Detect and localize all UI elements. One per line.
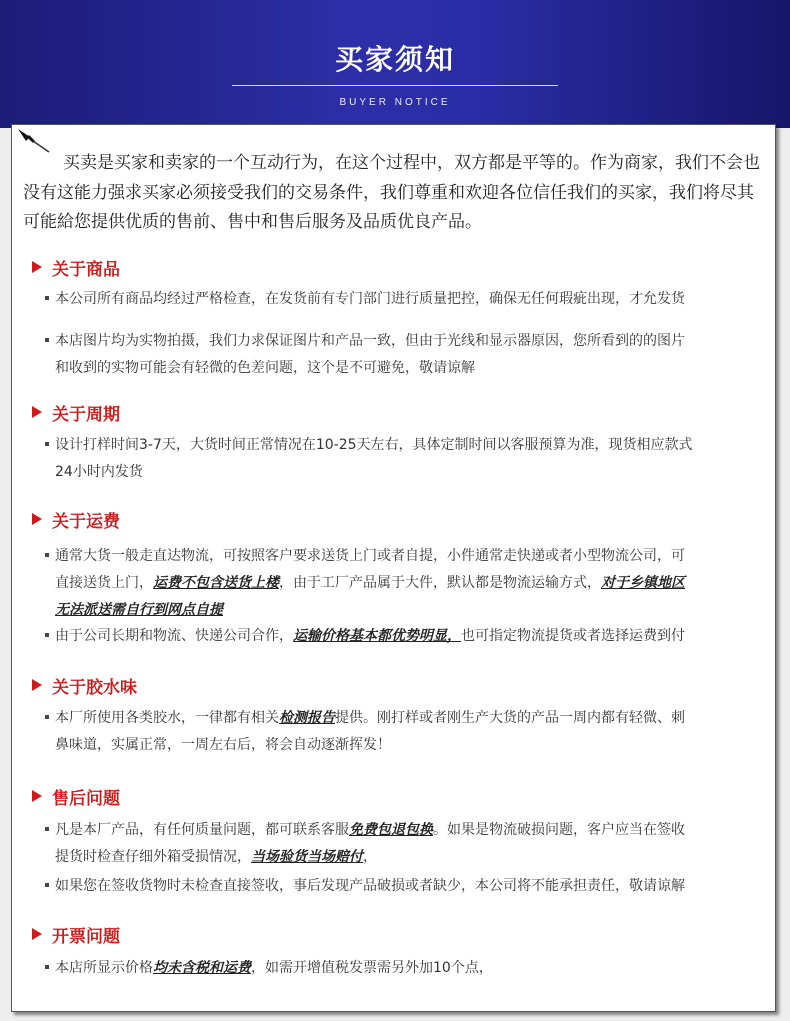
bullet-icon <box>45 338 49 342</box>
highlight-text: 当场验货当场赔付 <box>251 849 363 865</box>
section-aftersales-heading: 售后问题 <box>32 784 120 808</box>
highlight-text: 均未含税和运费 <box>153 960 251 976</box>
section-period-heading: 关于周期 <box>32 400 120 424</box>
highlight-text: 运费不包含送货上楼 <box>153 575 279 591</box>
arrow-icon <box>32 679 42 691</box>
arrow-icon <box>32 790 42 802</box>
highlight-text: 检测报告 <box>279 710 335 726</box>
header-banner <box>0 0 790 128</box>
highlight-text: 无法派送需自行到网点自提 <box>55 602 223 618</box>
shipping-item-2: 由于公司长期和物流、快递公司合作，运输价格基本都优势明显，也可指定物流提货或者选择运费到付 <box>45 623 765 650</box>
bullet-icon <box>45 827 49 831</box>
shipping-item-1: 通常大货一般走直达物流，可按照客户要求送货上门或者自提，小件通常走快递或者小型物流公司，可 直接送货上门，运费不包含送货上楼，由于工厂产品属于大件，默认都是物流运输方式，对于乡镇地区 无法派送需自行到网点自提 <box>45 543 765 624</box>
intro-paragraph: 买卖是买家和卖家的一个互动行为，在这个过程中，双方都是平等的。作为商家，我们不会也没有这能力强求买家必须接受我们的交易条件，我们尊重和欢迎各位信任我们的买家，我们将尽其可能給您提供优质的售前、售中和售后服务及品质优良产品。 <box>23 153 760 232</box>
title-divider <box>232 85 558 86</box>
glue-item-1: 本厂所使用各类胶水，一律都有相关检测报告提供。刚打样或者刚生产大货的产品一周内都有轻微、刺 鼻味道，实属正常，一周左右后，将会自动逐渐挥发！ <box>45 705 765 759</box>
goods-item-1: 本公司所有商品均经过严格检查，在发货前有专门部门进行质量把控，确保无任何瑕疵出现，才允发货 <box>45 286 765 313</box>
bullet-icon <box>45 715 49 719</box>
highlight-text: 运输价格基本都优势明显， <box>293 628 461 644</box>
bullet-icon <box>45 965 49 969</box>
bullet-icon <box>45 296 49 300</box>
bullet-icon <box>45 553 49 557</box>
bullet-icon <box>45 633 49 637</box>
invoice-item-1: 本店所显示价格均未含税和运费，如需开增值税发票需另外加10个点， <box>45 955 765 982</box>
arrow-icon <box>32 406 42 418</box>
bullet-icon <box>45 442 49 446</box>
goods-item-2: 本店图片均为实物拍摄，我们力求保证图片和产品一致，但由于光线和显示器原因，您所看到的的图片 和收到的实物可能会有轻微的色差问题，这个是不可避免，敬请谅解 <box>45 328 765 382</box>
aftersales-item-2: 如果您在签收货物时未检查直接签收，事后发现产品破损或者缺少，本公司将不能承担责任，敬请谅解 <box>45 873 765 900</box>
notice-card <box>11 124 776 1012</box>
aftersales-item-1: 凡是本厂产品，有任何质量问题，都可联系客服免费包退包换。如果是物流破损问题，客户应当在签收 提货时检查仔细外箱受损情况，当场验货当场赔付， <box>45 817 765 871</box>
arrow-icon <box>32 513 42 525</box>
section-goods-heading: 关于商品 <box>32 255 120 279</box>
section-glue-heading: 关于胶水味 <box>32 673 137 697</box>
bullet-icon <box>45 883 49 887</box>
page-subtitle: BUYER NOTICE <box>339 97 451 108</box>
arrow-icon <box>32 928 42 940</box>
section-invoice-heading: 开票问题 <box>32 922 120 946</box>
section-shipping-heading: 关于运费 <box>32 507 120 531</box>
period-item-1: 设计打样时间3-7天，大货时间正常情况在10-25天左右，具体定制时间以客服预算为准，现货相应款式 24小时内发货 <box>45 432 765 486</box>
highlight-text: 对于乡镇地区 <box>601 575 685 591</box>
page-title: 买家须知 <box>334 43 455 76</box>
arrow-icon <box>32 261 42 273</box>
highlight-text: 免费包退包换 <box>349 822 433 838</box>
